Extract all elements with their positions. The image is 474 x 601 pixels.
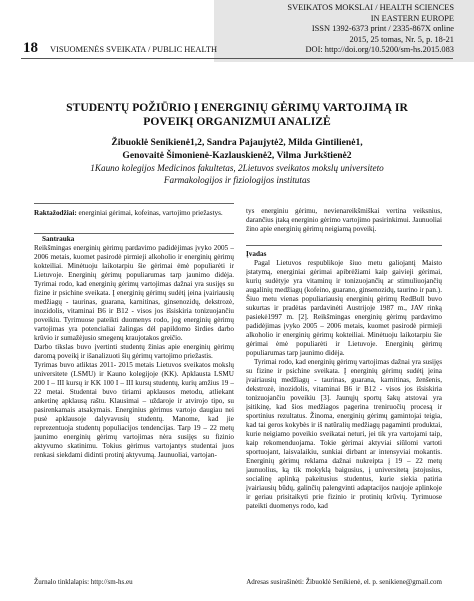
footer-contact: Adresas susirašinėti: Žibuoklė Senikienė, el. p. senikiene@gmail.com [246,578,442,586]
section-label: VISUOMENĖS SVEIKATA / PUBLIC HEALTH [50,45,217,54]
intro-paragraph: Pagal Lietuvos respublikoje šiuo metu galiojantį Maisto įstatymą, energiniai gėrimai apibrėžiami kaip gaivieji gėrimai, kurių sudėtyje yra vitaminų ir tonizuojančių ar stimuliuojančių augalinių medžiagų (kofeino, guarano, ginsenozidų, taurino ir pan.). Šiuo metu vienas populiariausių energinių gėrimų RedBull buvo sukurtas ir pradėtas pardavinėti Austrijoje 1987 m., JAV rinką pasiekė1997 m. [2]. Reikšmingas energinių gėrimų pardavimo padidėjimas įvyko 2005 – 2006 metais, kuomet pasirodė pirmieji alkoholio ir energinių gėrimų kokteiliai. Minėtuoju laikotarpiu šie gėrimai ėmė populiarėti ir Lietuvoje. Energinių gėrimų populiarumas tarp jaunimo didėja. [246,259,442,357]
title-line: POVEIKĮ ORGANIZMUI ANALIZĖ [143,115,331,128]
article-title [40,101,434,129]
keywords-bottom-rule [34,233,234,234]
header-divider [21,58,453,59]
intro-column [246,250,442,575]
author-line: Žibuoklė Senikienė1,2, Sandra Pajaujytė2, Milda Gintilienė1, [111,137,363,148]
summary-paragraph: Reikšmingas energinių gėrimų pardavimo padidėjimas įvyko 2005 – 2006 metais, kuomet pasirodė pirmieji alkoholio ir energinių gėrimų kokteiliai. Minėtuoju laikotarpiu šie gėrimai ėmė populiarėti ir Lietuvoje. Energinių gėrimų populiarumas tarp jaunimo didėja. Tyrimai rodo, kad energinių gėrimų vartojimas dažnai yra susijęs su fizine ir psichine sveikata. Į energinių gėrimų sudėtį įeina įvairiausių medžiagų - taurinas, guarana, karnitinas, ginsenozidų, dekstrozė, inozidolis, vitaminai B6 ir B12 - visos jos išsiskiria tonizuojančiu poveikiu. Tyrimuose pateikti duomenys rodo, jog energinių gėrimų vartojimas yra potencialiai žalingas dėl papildomo širdies darbo krūvio ir sumažėjusio smegenų kraujotakos greičio. [34,244,234,342]
keywords-block [34,209,234,218]
abstract-top-rule [34,203,234,204]
journal-info-line: ISSN 1392-6373 print / 2335-867X online [311,24,454,34]
journal-info-line: IN EASTERN EUROPE [370,13,454,23]
abstract-bottom-rule [246,245,442,246]
author-line: Genovaitė Šimonienė-Kazlauskienė2, Vilma Jurkštienė2 [122,149,352,161]
footer-website: Žurnalo tinklalapis: http://sm-hs.eu [34,578,133,586]
right-top-text [246,207,442,234]
intro-paragraph: Tyrimai rodo, kad energinių gėrimų vartojimas dažnai yra susijęs su fizine ir psichine sveikata. Į energinių gėrimų sudėtį įeina įvairiausių medžiagų - taurinas, guarana, karnitinas, ženšenis, dekstrozė, inozidolis, vitaminai B6 ir B12 - visos jos išsiskiria tonizuojančiu poveikiu [3]. Jaunųjų sportų šakų atstovai yra įsitikinę, kad šios medžiagos pagerina treniruočių procesą ir sportinius rezultatus. Žinoma, energinių gėrimų gamintojai teigia, kad tai geros kokybės ir iš natūralių medžiagų pagaminti produktai, kurie neigiamo poveikio sveikatai neturi, jei tik yra vartojami taip, kaip rekomenduojama. Tokie gėrimai aktyviai siūlomi vartoti sportuojant, laisvalaikiu, sunkiai dirbant ar intensyviai mokantis. Energinių gėrimų reklama dažnai nukreipta į 19 – 22 metų jaunuolius, ką tik mokyklą baigusius, į universitetą įstojusius, socialinę aplinką pakeitusius studentus, kurie siekia patiria įvairiausių būdų, galinčių palengvinti adaptacijos naujoje aplinkoje ir geriau prisitaikyti prie fizinio ir protinių krūvių. Tyrimuose pateikti duomenys rodo, kad [246,358,442,510]
title-line: STUDENTŲ POŽIŪRIO Į ENERGINIŲ GĖRIMŲ VARTOJIMĄ IR [66,101,408,114]
journal-info-line: 2015, 25 tomas, Nr. 5, p. 18-21 [349,34,454,44]
summary-paragraph: Darbo tikslas buvo įvertinti studentų žinias apie energinių gėrimų daromą poveikį ir išanalizuoti šių gėrimų vartojimo priežastis. [34,343,234,360]
summary-heading: Santrauka [42,235,75,243]
author-list [40,137,434,162]
keywords-label: Raktažodžiai: [34,209,77,217]
summary-paragraph: Tyrimas buvo atliktas 2011- 2015 metais Lietuvos sveikatos mokslų universitete (LSMU) ir Kauno kolegijoje (KK). Apklausta LSMU 200 I – III kursų ir KK 100 I – III kursų studentų, kurių amžius 19 – 22 metai. Studentai buvo tiriami apklausos metodu, atliekant anketinę apklausą raštu. Klausimai – uždaroje ir atvirojo tipo, su pasirenkamais atsakymais. Energinius gėrimus vartojo daugiau nei pusė apklausoje dalyvavusių studentų. Manome, kad jie reprezentuoja studentų populiacijos tendencijas. Tarp 19 – 22 metų jaunimo energinių gėrimų vartojimas nėra susijęs su fizinio aktyvumo skatinimu. Tokius gėrimus vartojantys studentai juos renkasi siekdami didinti protinį aktyvumą. Jaunuoliai, vartojan- [34,361,234,459]
journal-info-line: DOI: http://doi.org/10.5200/sm-hs.2015.083 [305,45,454,55]
affiliations [40,163,434,187]
keywords-text: energiniai gėrimai, kofeinas, vartojimo priežastys. [78,209,223,217]
journal-info [287,3,454,56]
affiliation-line: Farmakologijos ir fiziologijos institutas [163,174,311,185]
page-number: 18 [23,40,38,56]
journal-info-line: SVEIKATOS MOKSLAI / HEALTH SCIENCES [287,3,454,12]
summary-column [34,235,234,575]
affiliation-line: 1Kauno kolegijos Medicinos fakultetas, 2Lietuvos sveikatos mokslų universiteto [90,163,384,173]
summary-continuation: tys energiniu gėrimu, nevienareikšmiškai vertina veiksnius, darančius įtaką energinio gėrimo vartojimo pasirinkimui. Jaunuoliai žino apie energinių gėrimų neigiamą poveikį. [246,207,442,233]
intro-heading: Įvadas [246,250,267,258]
